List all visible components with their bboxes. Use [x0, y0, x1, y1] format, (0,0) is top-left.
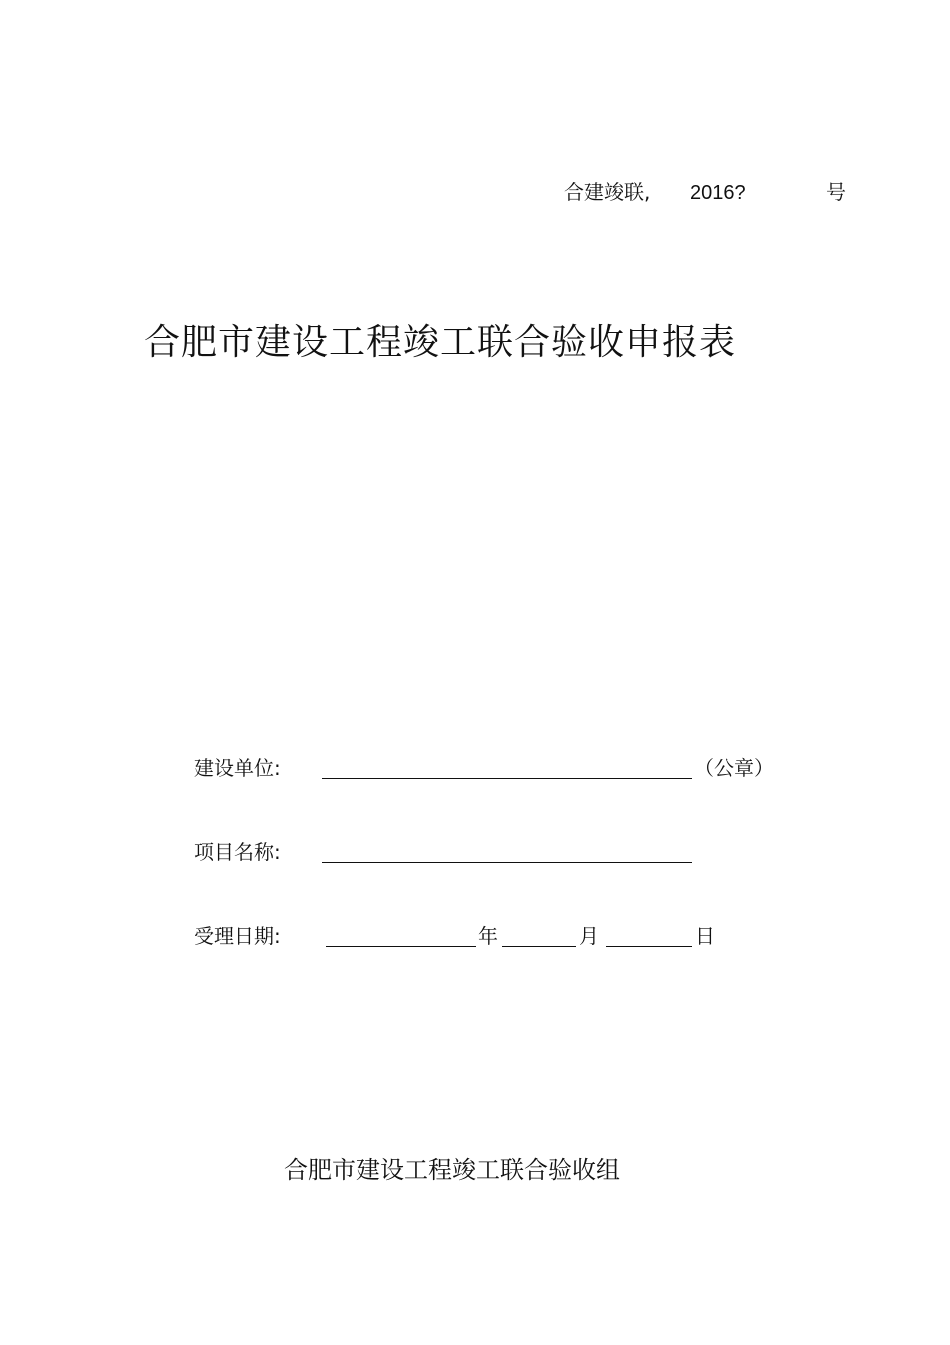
project-name-label: 项目名称:	[194, 840, 281, 864]
document-number-suffix: 号	[826, 180, 846, 204]
date-month-field[interactable]	[502, 946, 576, 947]
date-day-field[interactable]	[606, 946, 692, 947]
official-seal-note: （公章）	[694, 756, 774, 780]
month-label: 月	[579, 924, 599, 948]
date-year-field[interactable]	[326, 946, 476, 947]
construction-unit-label: 建设单位:	[194, 756, 281, 780]
construction-unit-field[interactable]	[322, 778, 692, 779]
acceptance-date-label: 受理日期:	[194, 924, 281, 948]
day-label: 日	[695, 924, 715, 948]
year-label: 年	[478, 924, 498, 948]
document-number-year: 2016?	[690, 182, 746, 204]
project-name-field[interactable]	[322, 862, 692, 863]
issuing-organization: 合肥市建设工程竣工联合验收组	[284, 1156, 620, 1184]
document-number	[564, 176, 846, 205]
form-title: 合肥市建设工程竣工联合验收申报表	[144, 322, 737, 363]
document-number-prefix: 合建竣联,	[564, 180, 651, 204]
